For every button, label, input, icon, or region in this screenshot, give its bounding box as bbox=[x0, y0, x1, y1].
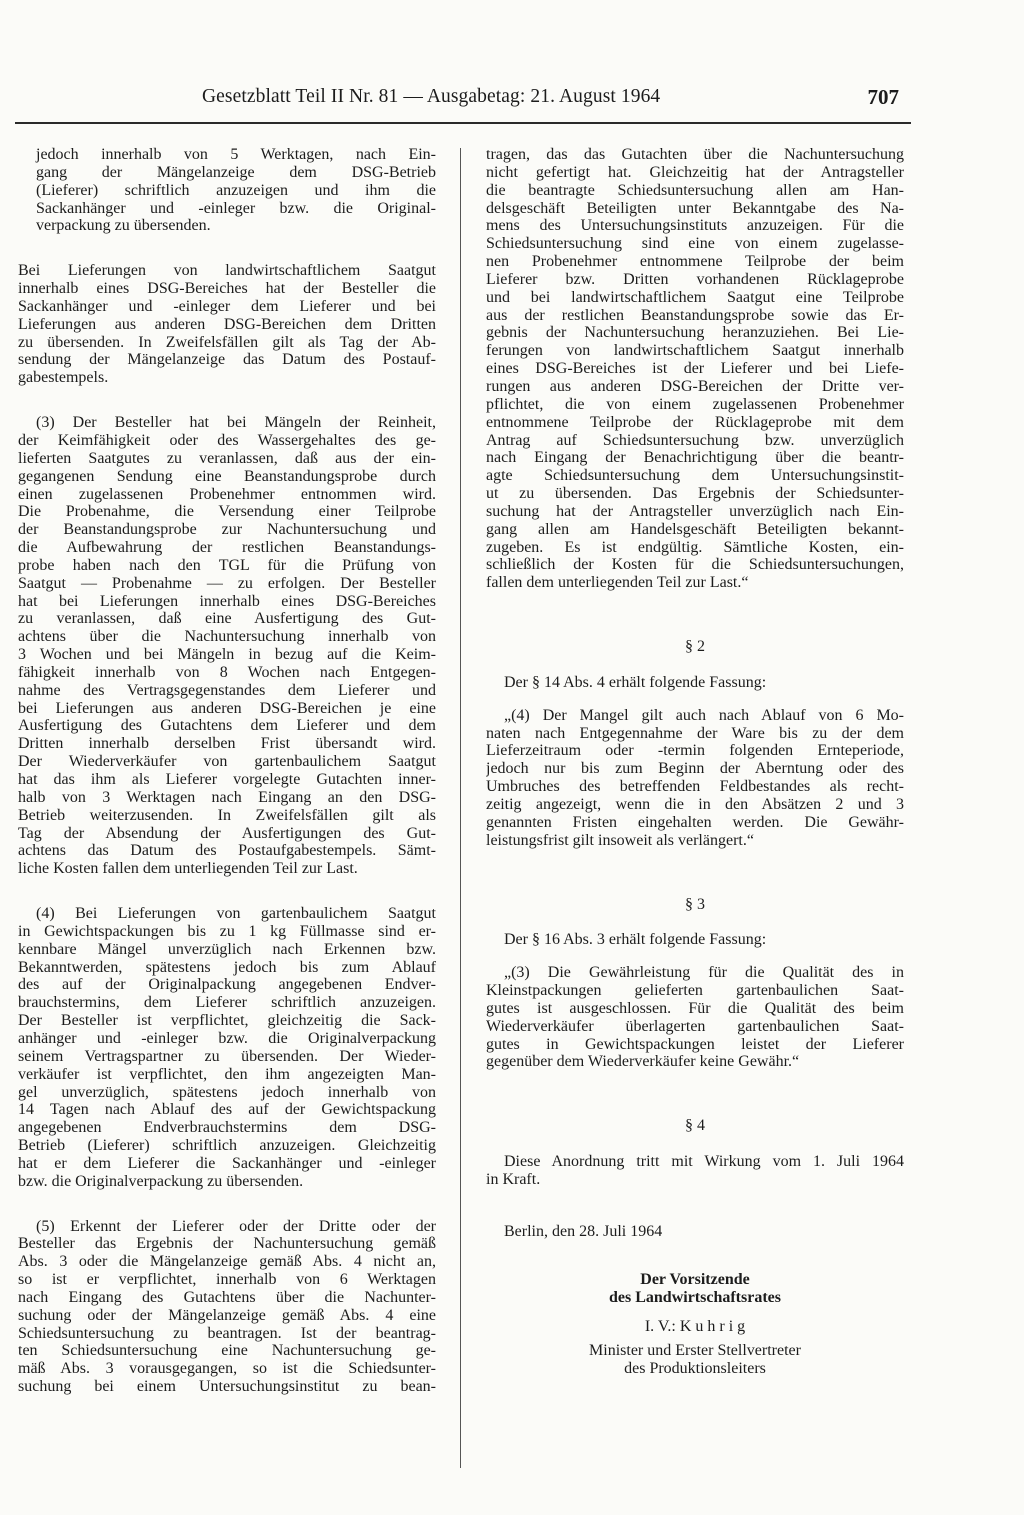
text-line: halb von 3 Werktagen nach Eingang an den DSG- bbox=[18, 788, 436, 806]
text-line: probe haben nach den TGL für die Prüfung von bbox=[18, 556, 436, 574]
section-3-quote bbox=[486, 964, 904, 1071]
text-line: gegenüber dem Wiederverkäufer keine Gewähr.“ bbox=[486, 1053, 800, 1071]
text-line: delsgeschäft Beteiligten unter Bekanntgabe des Na- bbox=[486, 199, 904, 217]
text-line: Sackanhänger und -einleger dem Lieferer und bei bbox=[18, 297, 436, 315]
text-line: (5) Erkennt der Lieferer oder der Dritte oder der bbox=[36, 1217, 436, 1235]
text-line: achtens über die Nachuntersuchung innerhalb von bbox=[18, 628, 436, 646]
text-line: und bei landwirtschaftlichem Saatgut eine Teilprobe bbox=[486, 288, 904, 306]
text-line: nach Eingang des Gutachtens über die Nachunter- bbox=[18, 1288, 436, 1306]
text-line: 3 Wochen und bei Mängeln in bezug auf die Keim- bbox=[18, 646, 436, 664]
text-line: suchung bei einem Untersuchungsinstitut zu bean- bbox=[18, 1378, 436, 1396]
text-line: Tag der Absendung der Ausfertigungen des Gut- bbox=[18, 824, 436, 842]
text-line: gebnis der Nachuntersuchung heranzuziehen. Bei Lie- bbox=[486, 324, 904, 342]
text-line: innerhalb eines DSG-Bereiches hat der Besteller die bbox=[18, 280, 436, 298]
text-line: bzw. die Originalverpackung zu übersenden. bbox=[18, 1172, 304, 1190]
text-line: mäß Abs. 3 vorausgegangen, so ist die Schiedsunter- bbox=[18, 1360, 436, 1378]
text-line: „(3) Die Gewährleistung für die Qualität des in bbox=[504, 964, 904, 982]
text-line: liche Kosten fallen dem unterliegenden Teil zur Last. bbox=[18, 860, 358, 878]
text-line: der Keimfähigkeit oder des Wassergehaltes des ge- bbox=[18, 431, 436, 449]
text-line: bei Lieferungen aus anderen DSG-Bereichen je eine bbox=[18, 699, 436, 717]
section-3-intro: Der § 16 Abs. 3 erhält folgende Fassung: bbox=[504, 931, 767, 949]
text-line: die Aufbewahrung der restlichen Beanstandungs- bbox=[18, 539, 436, 557]
section-heading-4: § 4 bbox=[685, 1117, 705, 1135]
text-line: zu veranlassen, daß eine Ausfertigung des Gut- bbox=[18, 610, 436, 628]
text-line: Besteller das Ergebnis der Nachuntersuchung gemäß bbox=[18, 1235, 436, 1253]
text-line: hat er dem Lieferer die Sackanhänger und -einleger bbox=[18, 1154, 436, 1172]
text-line: zugeben. Es ist endgültig. Sämtliche Kosten, ein- bbox=[486, 538, 904, 556]
page-number: 707 bbox=[867, 85, 899, 109]
text-line: (4) Bei Lieferungen von gartenbaulichem Saatgut bbox=[36, 905, 436, 923]
text-line: Bekanntwerden, spätestens jedoch bis zum Ablauf bbox=[18, 958, 436, 976]
text-line: zu übersenden. In Zweifelsfällen gilt als Tag der Ab- bbox=[18, 333, 436, 351]
text-line: Schiedsuntersuchung sind eine von einem zugelasse- bbox=[486, 235, 904, 253]
paragraph-continuation-right bbox=[486, 146, 904, 592]
text-line: Abs. 3 oder die Mängelanzeige gemäß Abs. 4 nicht an, bbox=[18, 1253, 436, 1271]
text-line: ten Schiedsuntersuchung eine Nachuntersuchung ge- bbox=[18, 1342, 436, 1360]
paragraph-5 bbox=[18, 1218, 436, 1396]
text-line: suchung hat der Antragsteller unverzüglich nach Ein- bbox=[486, 502, 904, 520]
text-line: Schiedsuntersuchung zu beantragen. Ist der beantrag- bbox=[18, 1324, 436, 1342]
text-line: tragen, das das Gutachten über die Nachuntersuchung bbox=[486, 146, 904, 163]
text-line: gutes in Gewichtspackungen leistet der Lieferer bbox=[486, 1035, 904, 1053]
text-line: gang allen am Handelsgeschäft Beteiligten bekannt- bbox=[486, 520, 904, 538]
text-line: pflichtet, die von einem zugelassenen Probenehmer bbox=[486, 395, 904, 413]
text-line: Dritten innerhalb derselben Frist übersandt wird. bbox=[18, 735, 436, 753]
text-line: anhänger und -einleger bzw. die Originalverpackung bbox=[18, 1029, 436, 1047]
text-line: Lieferer bzw. Dritten vorhandenen Rücklageprobe bbox=[486, 270, 904, 288]
text-line: fallen dem unterliegenden Teil zur Last.“ bbox=[486, 574, 749, 592]
text-line: Ausfertigung des Gutachtens dem Lieferer und dem bbox=[18, 717, 436, 735]
text-line: Der Besteller ist verpflichtet, gleichzeitig die Sack- bbox=[18, 1012, 436, 1030]
signatory-name: I. V.: K u h r i g bbox=[644, 1318, 746, 1336]
text-line: suchung oder der Mängelanzeige gemäß Abs. 4 eine bbox=[18, 1306, 436, 1324]
text-line: (Lieferer) schriftlich anzuzeigen und ihm die bbox=[36, 181, 436, 199]
text-line: mens des Untersuchungsinstituts anzuzeigen. Für die bbox=[486, 217, 904, 235]
text-line: leistungsfrist gilt insoweit als verlängert.“ bbox=[486, 831, 754, 849]
paragraph-4 bbox=[18, 905, 436, 1191]
text-line: in Kraft. bbox=[486, 1170, 541, 1188]
text-line: nahme des Vertragsgegenstandes dem Lieferer und bbox=[18, 681, 436, 699]
text-line: jedoch innerhalb von 5 Werktagen, nach Ein- bbox=[36, 146, 436, 163]
text-line: der Beanstandungsprobe zur Nachuntersuchung und bbox=[18, 521, 436, 539]
text-line: einen zugelassenen Probenehmer entnommen wird. bbox=[18, 485, 436, 503]
signature-title-1: Der Vorsitzende bbox=[640, 1270, 750, 1288]
text-line: gang der Mängelanzeige dem DSG-Betrieb bbox=[36, 163, 436, 181]
text-line: „(4) Der Mangel gilt auch nach Ablauf von 6 Mo- bbox=[504, 706, 904, 724]
section-4-text bbox=[486, 1153, 904, 1189]
paragraph-continuation bbox=[18, 146, 436, 235]
text-line: ferungen von landwirtschaftlichem Saatgut innerhalb bbox=[486, 342, 904, 360]
text-line: genannten Fristen eingehalten werden. Die Gewähr- bbox=[486, 813, 904, 831]
signatory-role-2: des Produktionsleiters bbox=[624, 1360, 766, 1378]
text-line: zeitig angezeigt, wenn die in den Absätzen 2 und 3 bbox=[486, 796, 904, 813]
text-line: Lieferungen aus anderen DSG-Bereichen dem Dritten bbox=[18, 315, 436, 333]
text-line: 14 Tagen nach Ablauf des auf der Gewichtspackung bbox=[18, 1101, 436, 1119]
text-line: hat bei Lieferungen innerhalb eines DSG-Bereiches bbox=[18, 592, 436, 610]
section-heading-3: § 3 bbox=[685, 895, 705, 913]
text-line: gel unverzüglich, spätestens jedoch innerhalb von bbox=[18, 1083, 436, 1101]
text-line: verkäufer ist verpflichtet, den ihm angezeigten Man- bbox=[18, 1065, 436, 1083]
text-line: seinem Vertragspartner zu übersenden. Der Wieder- bbox=[18, 1047, 436, 1065]
text-line: hat das ihm als Lieferer vorgelegte Gutachten inner- bbox=[18, 771, 436, 788]
signature-title-2: des Landwirtschaftsrates bbox=[609, 1288, 781, 1306]
right-column bbox=[486, 146, 904, 1378]
text-line: des auf der Originalpackung angegebenen Endver- bbox=[18, 976, 436, 994]
text-line: nach Eingang der Benachrichtigung über die beantr- bbox=[486, 449, 904, 467]
left-column bbox=[18, 146, 436, 1396]
text-line: jedoch nur bis zum Beginn der Aberntung oder des bbox=[486, 760, 904, 778]
text-line: Antrag auf Schiedsuntersuchung bzw. unverzüglich bbox=[486, 431, 904, 449]
text-line: Lieferzeitraum oder -termin folgenden Ernteperiode, bbox=[486, 742, 904, 760]
text-line: naten nach Entgegennahme der Ware bis zu der dem bbox=[486, 724, 904, 742]
text-line: Der Wiederverkäufer von gartenbaulichem Saatgut bbox=[18, 753, 436, 771]
text-line: lieferten Saatgutes zu veranlassen, daß aus der ein- bbox=[18, 449, 436, 467]
text-line: Umbruches des betreffenden Feldbestandes als recht- bbox=[486, 778, 904, 796]
text-line: Betrieb weiterzusenden. In Zweifelsfällen gilt als bbox=[18, 806, 436, 824]
text-line: gegangenen Sendung eine Beanstandungsprobe durch bbox=[18, 467, 436, 485]
text-line: sendung der Mängelanzeige das Datum des Postauf- bbox=[18, 351, 436, 369]
paragraph-seed-delivery bbox=[18, 262, 436, 387]
text-line: ut zu übersenden. Das Ergebnis der Schiedsunter- bbox=[486, 485, 904, 503]
text-line: nicht gefertigt hat. Gleichzeitig hat der Antragsteller bbox=[486, 163, 904, 181]
text-line: Wiederverkäufer überlagerten gartenbaulichen Saat- bbox=[486, 1017, 904, 1035]
column-divider bbox=[460, 148, 461, 1468]
text-line: Bei Lieferungen von landwirtschaftlichem Saatgut bbox=[18, 262, 436, 280]
place-and-date: Berlin, den 28. Juli 1964 bbox=[504, 1222, 663, 1240]
section-heading-2: § 2 bbox=[685, 638, 705, 656]
text-line: entnommene Teilprobe der Rücklageprobe mit dem bbox=[486, 413, 904, 431]
text-line: kennbare Mängel unverzüglich nach Erkennen bzw. bbox=[18, 940, 436, 958]
text-line: Sackanhänger und -einleger bzw. die Original- bbox=[36, 199, 436, 217]
text-line: gabestempels. bbox=[18, 369, 109, 387]
section-2-quote bbox=[486, 707, 904, 850]
page-header bbox=[15, 86, 913, 114]
text-line: Saatgut — Probenahme — zu erfolgen. Der Besteller bbox=[18, 574, 436, 592]
text-line: so ist er verpflichtet, innerhalb von 6 Werktagen bbox=[18, 1271, 436, 1289]
header-rule bbox=[15, 122, 911, 124]
text-line: verpackung zu übersenden. bbox=[36, 217, 211, 235]
text-line: Die Probenahme, die Versendung einer Teilprobe bbox=[18, 503, 436, 521]
text-line: achtens das Datum des Postaufgabestempels. Sämt- bbox=[18, 842, 436, 860]
text-line: die beantragte Schiedsuntersuchung allen am Han- bbox=[486, 181, 904, 199]
text-line: Diese Anordnung tritt mit Wirkung vom 1. Juli 1964 bbox=[504, 1153, 904, 1171]
signatory-role-1: Minister und Erster Stellvertreter bbox=[589, 1342, 801, 1360]
paragraph-3 bbox=[18, 414, 436, 878]
text-line: (3) Der Besteller hat bei Mängeln der Reinheit, bbox=[36, 414, 436, 432]
text-line: Betrieb (Lieferer) schriftlich anzuzeigen. Gleichzeitig bbox=[18, 1137, 436, 1155]
header-title: Gesetzblatt Teil II Nr. 81 — Ausgabetag: 21. August 1964 bbox=[202, 86, 661, 107]
section-2-intro: Der § 14 Abs. 4 erhält folgende Fassung: bbox=[504, 673, 767, 691]
text-line: agte Schiedsuntersuchung dem Untersuchungsinstit- bbox=[486, 467, 904, 485]
text-line: schließlich der Kosten für die Schiedsuntersuchungen, bbox=[486, 556, 904, 574]
text-line: in Gewichtspackungen bis zu 1 kg Füllmasse sind er- bbox=[18, 922, 436, 940]
signature-block bbox=[486, 1271, 904, 1378]
text-line: angegebenen Endverbrauchstermins dem DSG- bbox=[18, 1119, 436, 1137]
text-line: rungen aus anderen DSG-Bereichen der Dritte ver- bbox=[486, 377, 904, 395]
text-line: Kleinstpackungen gelieferten gartenbaulichen Saat- bbox=[486, 982, 904, 1000]
text-line: brauchstermins, dem Lieferer schriftlich anzuzeigen. bbox=[18, 994, 436, 1012]
text-line: gutes ist ausgeschlossen. Für die Qualität des beim bbox=[486, 999, 904, 1017]
text-line: nen Probenehmer entnommene Teilprobe der beim bbox=[486, 253, 904, 271]
text-line: eines DSG-Bereiches ist der Lieferer und bei Liefe- bbox=[486, 360, 904, 378]
text-line: fähigkeit innerhalb von 8 Wochen nach Entgegen- bbox=[18, 663, 436, 681]
text-line: aus der restlichen Beanstandungsprobe sowie das Er- bbox=[486, 306, 904, 324]
